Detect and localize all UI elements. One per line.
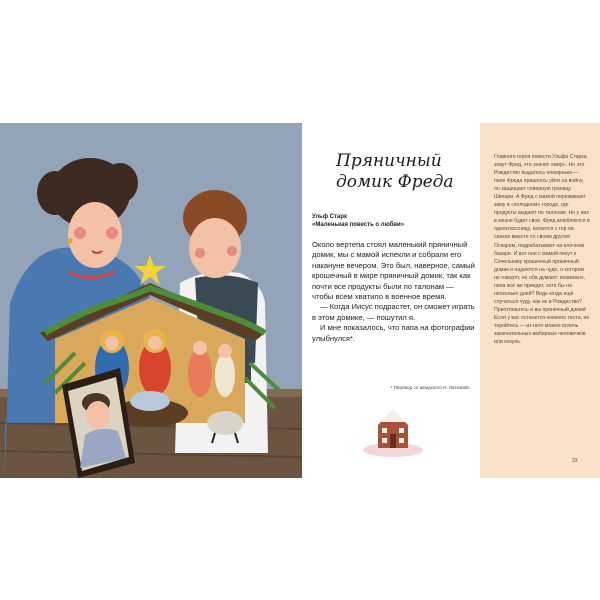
- page-number: 33: [572, 458, 578, 464]
- book-spread: [0, 123, 600, 478]
- sidebar-panel: [480, 123, 600, 478]
- footnote: * Перевод со шведского Н. Латковой.: [390, 385, 470, 390]
- title-line-2: домик Фреда: [336, 172, 454, 192]
- paragraph-3: И мне показалось, что папа на фотографии улыбнулся*.: [312, 323, 475, 343]
- body-text: [312, 240, 477, 344]
- nativity-illustration: [0, 123, 302, 478]
- title-line-1: Пряничный: [336, 151, 442, 171]
- illustration: [0, 123, 302, 478]
- author-name: Ульф Старк: [312, 214, 348, 220]
- author-credit: [312, 213, 477, 229]
- paragraph-1: Около вертепа стоял маленький пряничный домик, мы с мамой испекли и собрали его накануне вечером. Это был, наверное, самый крошечный в мире пряничный домик, так как почти все продукты были по талонам — чтобы всем хватило в военное время.: [312, 240, 475, 302]
- gingerbread-house-icon: [362, 398, 424, 458]
- sidebar-text: Главного героя повести Ульфа Старка зовут Фред, что значит «мир». Но это Рождество выдалось немирным — папе Фреда пришлось уйти на войну, он защищает северную границу Швеции. А Фред с мамой переживают зиму в «холодном» городе, где продукты выдают по талонам. Но у них в жизни будет своё. Фред влюбляется в одноклассницу, катается с гор на санках вместе со своим другом Оскаром, подрабатывает на елочном базаре. И вот они с мамой пекут к Сочельнику крошечный пряничный домик и надеются на чудо, о котором не говорят, но оба думают: возможно, папа всё же приедет, хотя бы на несколько дней? Ведь когда ещё случаться чуду, как не в Рождество? Приготовьтесь и вы пряничный домик! Если у вас останется немного теста, не теряйтесь — из него можно испечь замечательных имбирных человечков или козуль.: [494, 154, 590, 346]
- article-title: [336, 151, 466, 193]
- text-page: [302, 123, 480, 478]
- author-book: «Маленькая повесть о любви»: [312, 222, 405, 228]
- paragraph-2: — Когда Иисус подрастет, он сможет играть в этом домике, — пошутил я.: [312, 302, 475, 322]
